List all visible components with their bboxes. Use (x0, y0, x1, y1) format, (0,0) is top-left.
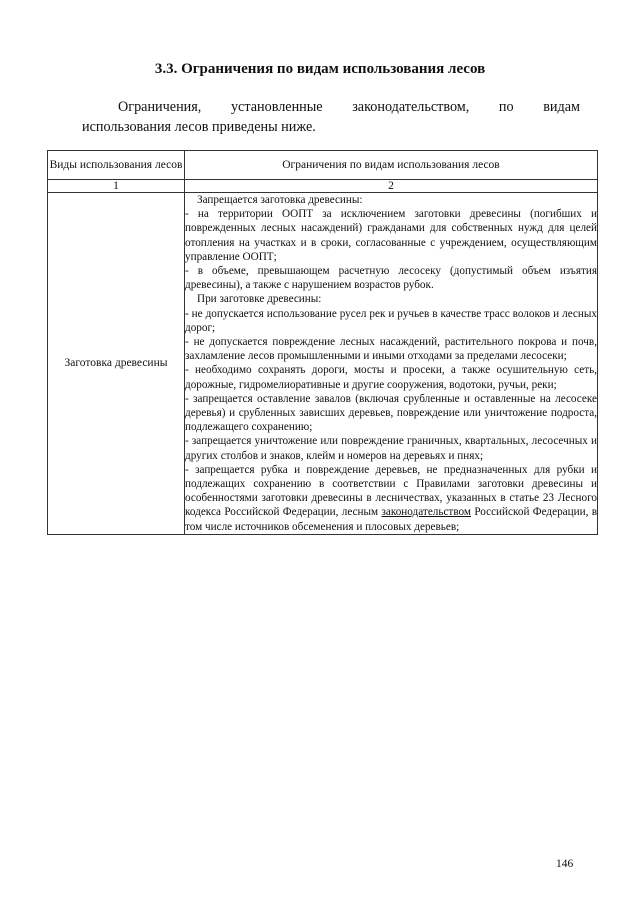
intro-line-2: использования лесов приведены ниже. (82, 119, 316, 135)
table-header-row (48, 151, 598, 180)
restriction-line (185, 463, 597, 534)
restriction-line: - не допускается использование русел рек и ручьев в качестве трасс волоков и лесных дорог; (185, 307, 597, 334)
restrictions-table (47, 150, 598, 535)
restrictions-cell (185, 193, 598, 535)
section-heading: 3.3. Ограничения по видам использования лесов (154, 61, 486, 77)
restriction-line: - необходимо сохранять дороги, мосты и просеки, а также осушительную сеть, дорожные, гидромелиоративные и другие сооружения, водотоки, ручьи, реки; (185, 364, 597, 391)
restriction-line: - в объеме, превышающем расчетную лесосеку (допустимый объем изъятия древесины), а также с нарушением возрастов рубок. (185, 265, 597, 292)
table-column-number-row (48, 180, 598, 193)
restriction-text: Российской Федерации, в том числе источников обсеменения и плосовых деревьев; (185, 506, 597, 533)
header-restrictions: Ограничения по видам использования лесов (185, 151, 598, 180)
forest-use-kind: Заготовка древесины (48, 193, 185, 535)
table-row (48, 193, 598, 535)
header-forest-use-types: Виды использования лесов (48, 151, 185, 180)
restriction-line: При заготовке древесины: (197, 293, 322, 306)
restriction-line: Запрещается заготовка древесины: (197, 194, 363, 206)
column-number-2: 2 (185, 180, 598, 193)
intro-line-1: Ограничения, установленные законодательством, по видам (118, 99, 580, 115)
page-number: 146 (556, 858, 574, 870)
restriction-line: - не допускается повреждение лесных насаждений, растительного покрова и почв, захламление лесов промышленными и иными отходами за пределами лесосеки; (185, 336, 597, 363)
restriction-line: - запрещается уничтожение или повреждение граничных, квартальных, лесосечных и других столбов и знаков, клейм и номеров на деревьях и пнях; (185, 435, 597, 462)
intro-paragraph (82, 97, 580, 137)
restriction-text: - запрещается рубка и повреждение деревьев, не предназначенных для рубки и подлежащих сохранению в соответствии с Правилами заготовки древесины и особенностями заготовки древесины в лесничествах, указанных в статье 23 Лесного кодекса Российской Федерации, лесным (185, 463, 597, 519)
restriction-line: - запрещается оставление завалов (включая срубленные и оставленные на лесосеке деревья) и срубленных зависших деревьев, повреждение или уничтожение подроста, подлежащего сохранению; (185, 392, 597, 434)
restriction-line: - на территории ООПТ за исключением заготовки древесины (погибших и поврежденных лесных насаждений) гражданами для собственных нужд для целей отопления на участках и в сроки, согласованные с учреждением, осуществляющим управление ООПТ; (185, 208, 597, 263)
legislation-link[interactable]: законодательством (381, 506, 471, 519)
column-number-1: 1 (48, 180, 185, 193)
